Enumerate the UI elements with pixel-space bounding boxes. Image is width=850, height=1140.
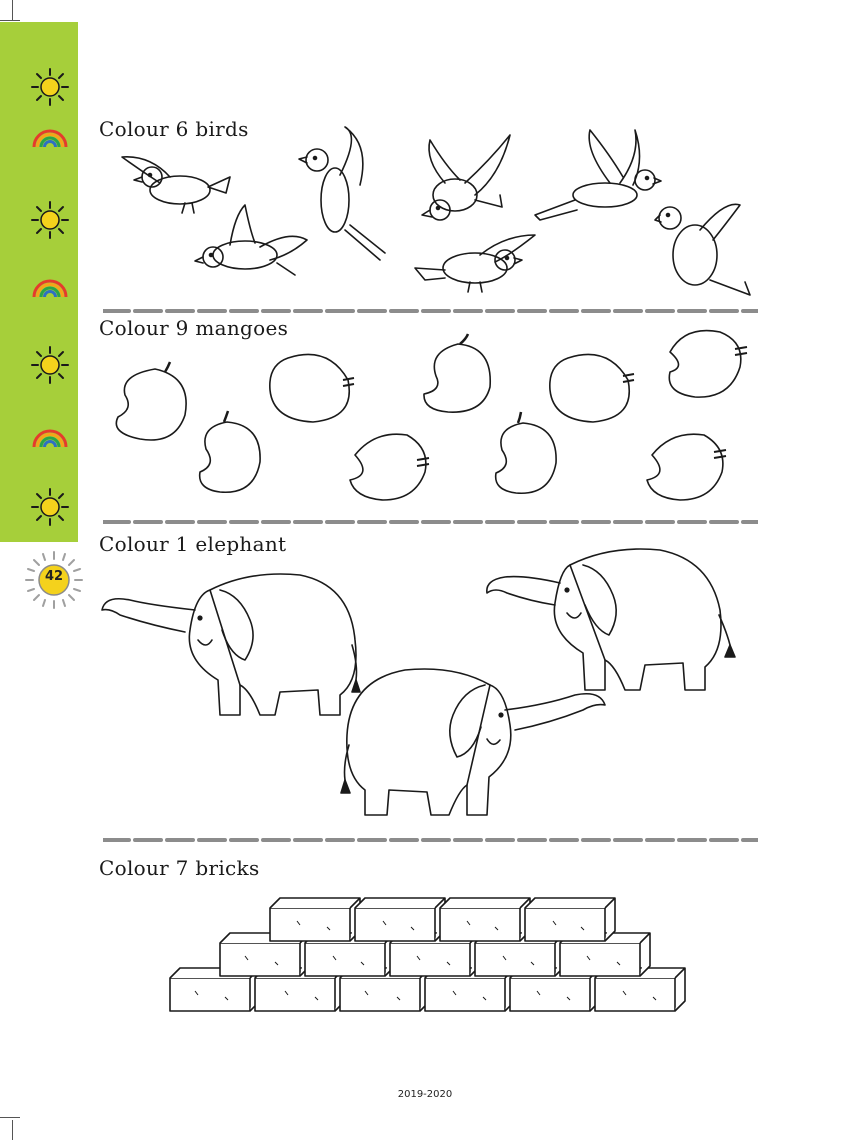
mango-outline [669, 331, 747, 398]
mango-outline [200, 411, 260, 492]
bricks-heading: Colour 7 bricks [99, 856, 260, 880]
elephant-outlines [100, 545, 760, 830]
mango-outline [270, 354, 354, 422]
mangoes-heading: Colour 9 mangoes [99, 316, 289, 340]
birds-heading: Colour 6 birds [99, 117, 249, 141]
wavy-divider [103, 518, 758, 526]
wavy-divider [103, 307, 758, 315]
bird-outlines [100, 125, 760, 300]
mango-outline [424, 334, 490, 412]
sidebar-strip [0, 22, 78, 542]
brick-outline [270, 898, 360, 941]
elephant-outline [102, 574, 360, 715]
crop-mark [12, 0, 13, 20]
brick-outline [355, 898, 445, 941]
rainbow-icon [30, 117, 70, 157]
brick-outline [440, 898, 530, 941]
crop-mark [0, 20, 20, 21]
bird-outline [195, 205, 307, 275]
bird-outline [299, 127, 385, 260]
mango-outline [116, 362, 186, 440]
mango-outline [647, 434, 726, 500]
rainbow-icon [30, 267, 70, 307]
brick-wall-outline [165, 893, 705, 1023]
crop-mark [12, 1120, 13, 1140]
bird-outline [535, 130, 661, 220]
bird-outline [655, 204, 750, 295]
footer-year: 2019-2020 [397, 1089, 453, 1100]
mango-outline [350, 434, 429, 500]
sun-icon [30, 487, 70, 527]
mango-outline [550, 354, 634, 422]
elephants-heading: Colour 1 elephant [99, 532, 287, 556]
sun-icon [30, 67, 70, 107]
sun-icon [30, 200, 70, 240]
rainbow-icon [30, 417, 70, 457]
crop-mark [0, 1117, 20, 1118]
brick-outline [525, 898, 615, 941]
mango-outline [496, 412, 556, 493]
sun-icon [30, 345, 70, 385]
elephant-outline [487, 549, 735, 690]
mango-outlines [100, 322, 760, 502]
wavy-divider [103, 836, 758, 844]
bird-outline [122, 157, 230, 213]
elephant-outline [341, 669, 605, 815]
bird-outline [415, 235, 535, 292]
page-number: 42 [44, 569, 64, 584]
bird-outline [422, 135, 510, 220]
